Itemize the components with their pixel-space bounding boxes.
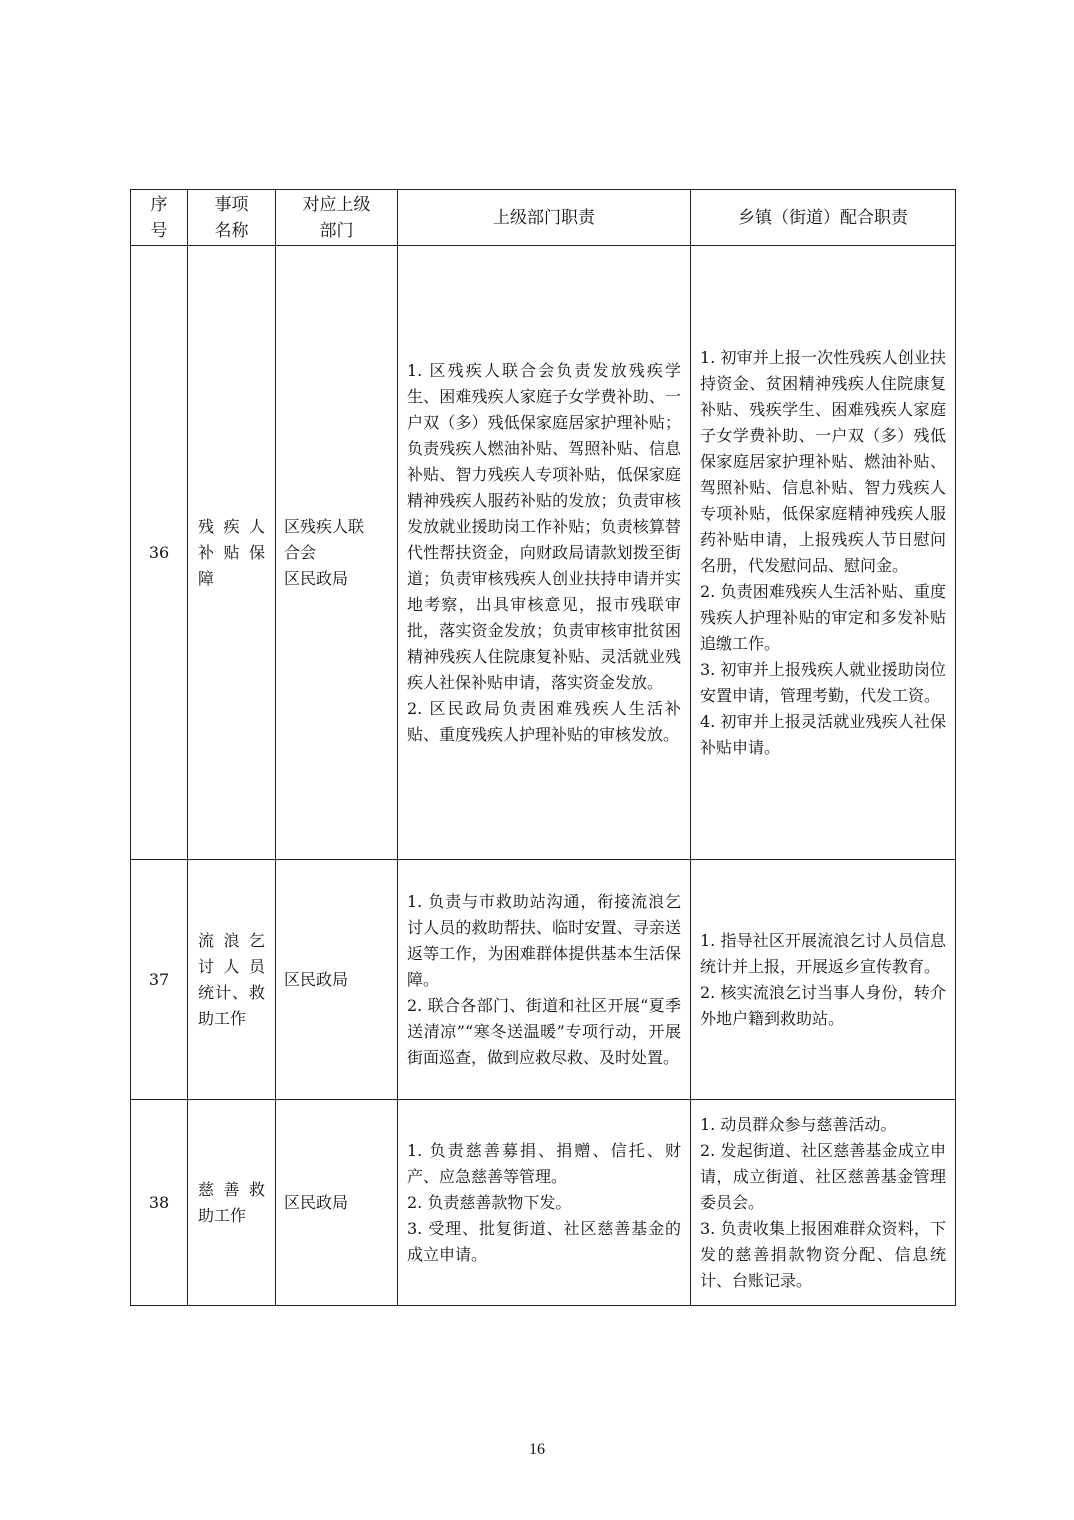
header-no: 序 号 <box>131 190 188 246</box>
row-no: 36 <box>131 246 188 860</box>
header-name: 事项 名称 <box>188 190 276 246</box>
table-row <box>131 246 956 860</box>
page-number: 16 <box>529 1441 545 1458</box>
superior-dept: 区残疾人联 合会 区民政局 <box>276 246 398 860</box>
upper-duty: 1. 负责与市救助站沟通，衔接流浪乞讨人员的救助帮扶、临时安置、寻亲送返等工作，为困难群体提供基本生活保障。 2. 联合各部门、街道和社区开展“夏季送清凉”“寒冬送温暖”专项行动，开展街面巡查，做到应救尽救、及时处置。 <box>398 860 691 1100</box>
town-duty: 1. 动员群众参与慈善活动。 2. 发起街道、社区慈善基金成立申请，成立街道、社区慈善基金管理委员会。 3. 负责收集上报困难群众资料，下发的慈善捐款物资分配、信息统计、台账记录。 <box>691 1100 956 1306</box>
upper-duty: 1. 负责慈善募捐、捐赠、信托、财产、应急慈善等管理。 2. 负责慈善款物下发。 3. 受理、批复街道、社区慈善基金的成立申请。 <box>398 1100 691 1306</box>
town-duty: 1. 初审并上报一次性残疾人创业扶持资金、贫困精神残疾人住院康复补贴、残疾学生、困难残疾人家庭子女学费补助、一户双（多）残低保家庭居家护理补贴、燃油补贴、驾照补贴、信息补贴、智力残疾人专项补贴，低保家庭精神残疾人服药补贴申请，上报残疾人节日慰问名册，代发慰问品、慰问金。 2. 负责困难残疾人生活补贴、重度残疾人护理补贴的审定和多发补贴追缴工作。 3. 初审并上报残疾人就业援助岗位安置申请，管理考勤，代发工资。 4. 初审并上报灵活就业残疾人社保补贴申请。 <box>691 246 956 860</box>
item-name: 流浪乞 讨人员 统计、救 助工作 <box>188 860 276 1100</box>
table-row <box>131 1100 956 1306</box>
header-dept: 对应上级 部门 <box>276 190 398 246</box>
town-duty: 1. 指导社区开展流浪乞讨人员信息统计并上报，开展返乡宣传教育。 2. 核实流浪乞讨当事人身份，转介外地户籍到救助站。 <box>691 860 956 1100</box>
superior-dept: 区民政局 <box>276 860 398 1100</box>
duty-table <box>130 189 956 1306</box>
upper-duty: 1. 区残疾人联合会负责发放残疾学生、困难残疾人家庭子女学费补助、一户双（多）残低保家庭居家护理补贴；负责残疾人燃油补贴、驾照补贴、信息补贴、智力残疾人专项补贴，低保家庭精神残疾人服药补贴的发放；负责审核发放就业援助岗工作补贴；负责核算替代性帮扶资金，向财政局请款划拨至街道；负责审核残疾人创业扶持申请并实地考察，出具审核意见，报市残联审批，落实资金发放；负责审核审批贫困精神残疾人住院康复补贴、灵活就业残疾人社保补贴申请，落实资金发放。 2. 区民政局负责困难残疾人生活补贴、重度残疾人护理补贴的审核发放。 <box>398 246 691 860</box>
row-no: 37 <box>131 860 188 1100</box>
header-row <box>131 190 956 246</box>
header-upper-duty: 上级部门职责 <box>398 190 691 246</box>
item-name: 慈善救 助工作 <box>188 1100 276 1306</box>
table-row <box>131 860 956 1100</box>
item-name: 残疾人 补贴保 障 <box>188 246 276 860</box>
superior-dept: 区民政局 <box>276 1100 398 1306</box>
row-no: 38 <box>131 1100 188 1306</box>
header-town-duty: 乡镇（街道）配合职责 <box>691 190 956 246</box>
